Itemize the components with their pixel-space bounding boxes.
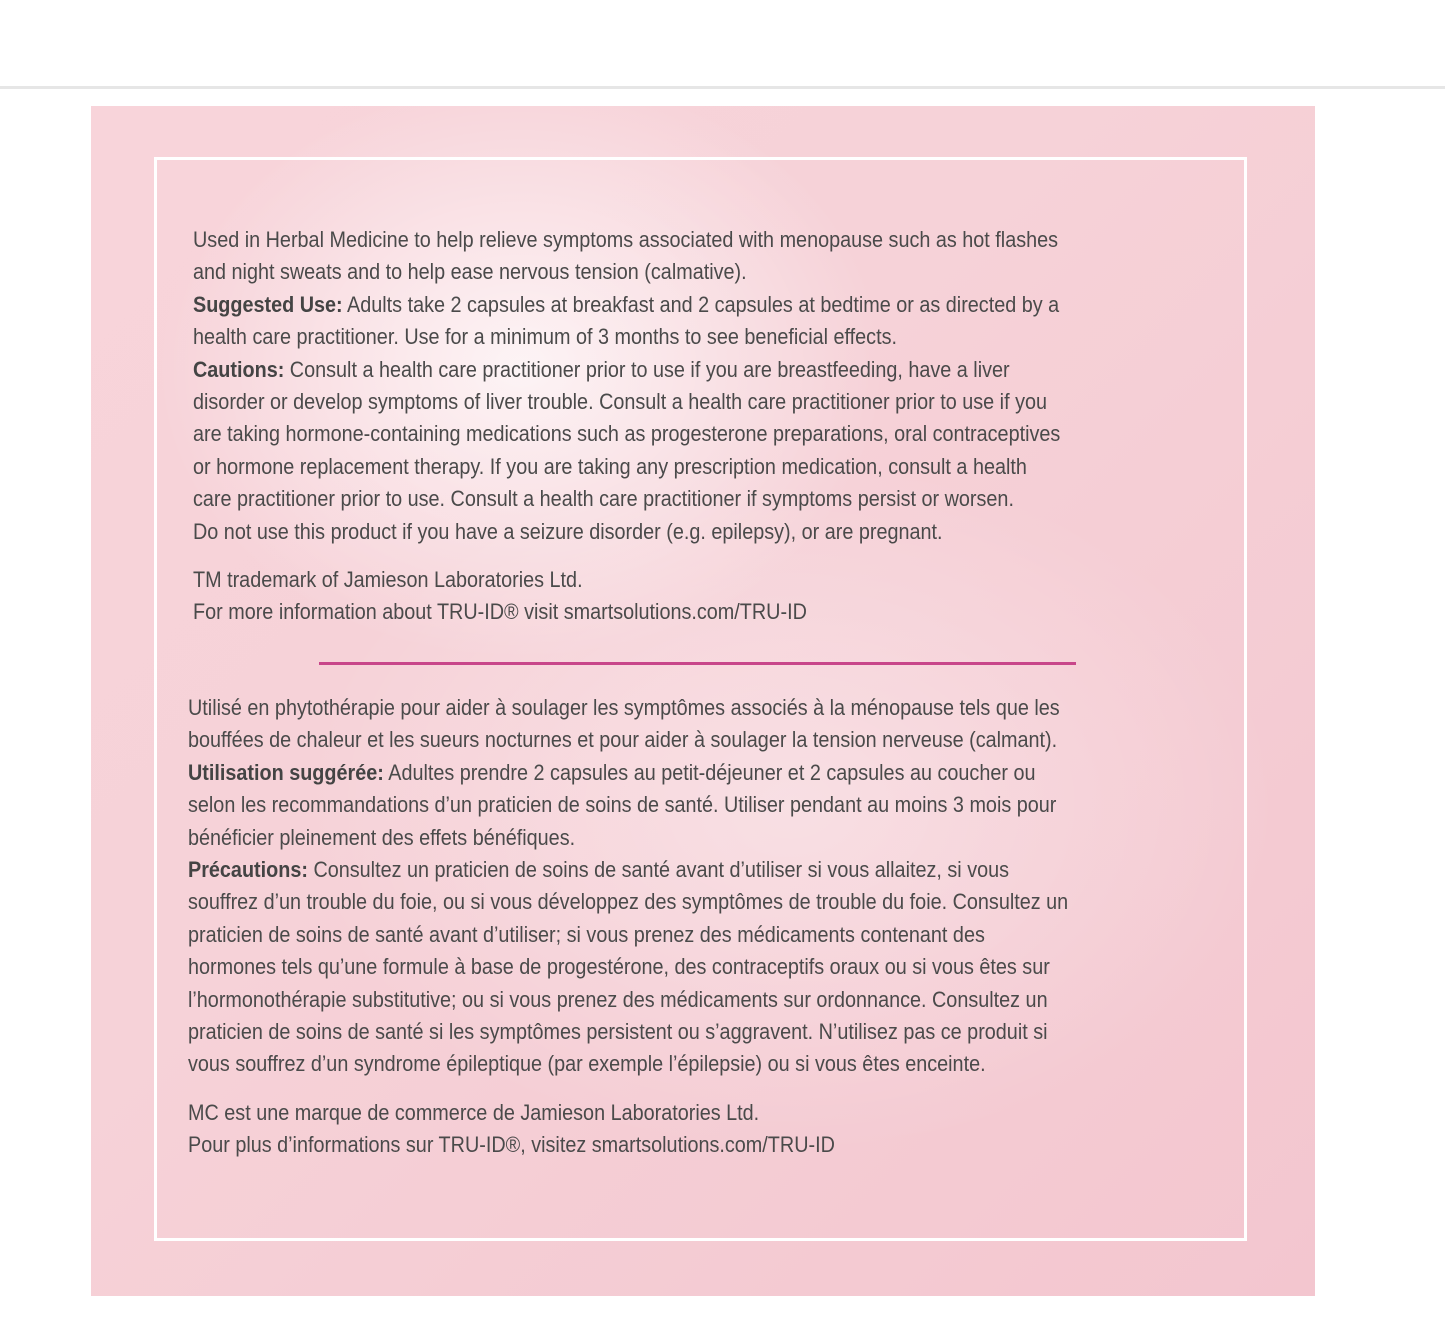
fr-more-info: Pour plus d’informations sur TRU-ID®, visitez smartsolutions.com/TRU-ID: [188, 1132, 835, 1158]
fr-cautions-line: praticien de soins de santé avant d’utiliser; si vous prenez des médicaments contenant des: [188, 921, 985, 947]
en-cautions-line: or hormone replacement therapy. If you are taking any prescription medication, consult a health: [193, 453, 1027, 479]
en-intro-line: Used in Herbal Medicine to help relieve symptoms associated with menopause such as hot flashes: [193, 227, 1059, 252]
en-cautions-line: care practitioner prior to use. Consult a health care practitioner if symptoms persist or worsen.: [193, 486, 1014, 512]
fr-suggested-use-text: Adultes prendre 2 capsules au petit-déjeuner et 2 capsules au coucher ou: [383, 759, 1036, 785]
fr-cautions-line: souffrez d’un trouble du foie, ou si vous développez des symptômes de trouble du foie. Consultez un: [188, 889, 1069, 915]
fr-suggested-use-line: [188, 757, 1068, 789]
en-suggested-use-label: Suggested Use:: [193, 291, 343, 317]
language-divider: [319, 662, 1076, 665]
fr-cautions-line: hormones tels qu’une formule à base de progestérone, des contraceptifs oraux ou si vous êtes sur: [188, 954, 1050, 980]
spacer: [193, 548, 1060, 564]
en-suggested-use-text: Adults take 2 capsules at breakfast and 2 capsules at bedtime or as directed by a: [342, 291, 1060, 317]
en-suggested-use-line: health care practitioner. Use for a minimum of 3 months to see beneficial effects.: [193, 324, 897, 350]
en-cautions-line: are taking hormone-containing medications such as progesterone preparations, oral contraceptives: [193, 421, 1061, 447]
fr-cautions-line: l’hormonothérapie substitutive; ou si vous prenez des médicaments sur ordonnance. Consultez un: [188, 986, 1048, 1012]
en-intro-line: and night sweats and to help ease nervous tension (calmative).: [193, 259, 747, 285]
fr-trademark-note: MC est une marque de commerce de Jamieson Laboratories Ltd.: [188, 1099, 760, 1125]
fr-cautions-text: Consultez un praticien de soins de santé avant d’utiliser si vous allaitez, si vous: [307, 857, 1010, 883]
en-cautions-line: [193, 354, 1060, 386]
en-more-info: For more information about TRU-ID® visit smartsolutions.com/TRU-ID: [193, 599, 807, 625]
en-cautions-line: Do not use this product if you have a seizure disorder (e.g. epilepsy), or are pregnant.: [193, 518, 943, 544]
spacer: [188, 1081, 1068, 1097]
en-cautions-text: Consult a health care practitioner prior to use if you are breastfeeding, have a liver: [284, 356, 1010, 382]
fr-cautions-line: praticien de soins de santé si les symptômes persistent ou s’aggravent. N’utilisez pas ce produit si: [188, 1019, 1048, 1045]
fr-cautions-line: vous souffrez d’un syndrome épileptique (par exemple l’épilepsie) ou si vous êtes enceinte.: [188, 1051, 986, 1077]
english-label-text: [193, 224, 1060, 629]
fr-suggested-use-line: bénéficier pleinement des effets bénéfiques.: [188, 824, 576, 850]
fr-cautions-label: Précautions:: [188, 857, 308, 883]
fr-cautions-line: [188, 854, 1068, 886]
en-trademark-note: TM trademark of Jamieson Laboratories Ltd.: [193, 567, 583, 593]
product-label-panel: [91, 106, 1315, 1296]
en-suggested-use-line: [193, 289, 1060, 321]
top-divider-rule: [0, 86, 1445, 89]
fr-intro-line: Utilisé en phytothérapie pour aider à soulager les symptômes associés à la ménopause tels que les: [188, 695, 1060, 720]
french-label-text: [188, 692, 1068, 1162]
en-cautions-label: Cautions:: [193, 356, 285, 382]
en-cautions-line: disorder or develop symptoms of liver trouble. Consult a health care practitioner prior to use if you: [193, 389, 1048, 415]
fr-suggested-use-label: Utilisation suggérée:: [188, 759, 384, 785]
fr-intro-line: bouffées de chaleur et les sueurs nocturnes et pour aider à soulager la tension nerveuse (calmant).: [188, 727, 1058, 753]
fr-suggested-use-line: selon les recommandations d’un praticien de soins de santé. Utiliser pendant au moins 3 mois pour: [188, 792, 1057, 818]
